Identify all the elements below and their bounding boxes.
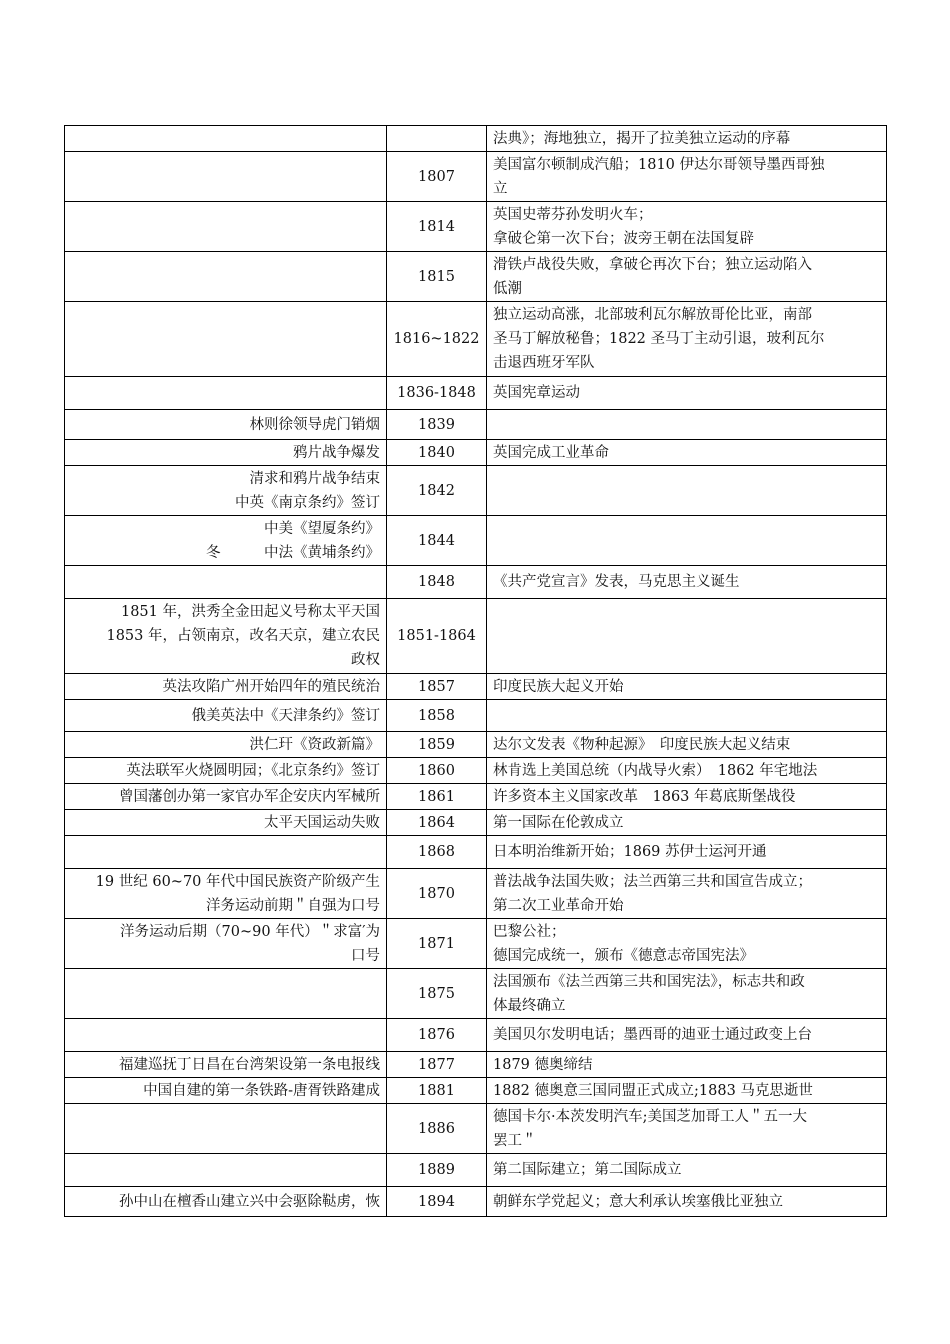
year-cell: 1816~1822 (387, 302, 487, 377)
table-row (65, 377, 887, 410)
world-event-cell-line: 独立运动高涨，北部玻利瓦尔解放哥伦比亚，南部 (493, 307, 812, 323)
year-cell: 1860 (387, 758, 487, 784)
china-event-cell (65, 674, 387, 700)
world-event-cell (487, 969, 887, 1019)
world-event-cell (487, 599, 887, 674)
world-event-cell (487, 869, 887, 919)
china-event-cell-line: 洪仁玕《资政新篇》 (249, 736, 380, 753)
china-event-cell (65, 410, 387, 440)
world-event-cell (487, 252, 887, 302)
china-event-cell (65, 202, 387, 252)
year-cell: 1807 (387, 152, 487, 202)
world-event-cell (487, 202, 887, 252)
table-row (65, 566, 887, 599)
world-event-cell (487, 919, 887, 969)
table-row (65, 252, 887, 302)
table-row (65, 599, 887, 674)
china-event-cell-line: 福建巡抚丁日昌在台湾架设第一条电报线 (119, 1056, 380, 1073)
world-event-cell (487, 732, 887, 758)
world-event-cell (487, 377, 887, 410)
world-event-cell (487, 810, 887, 836)
china-event-cell (65, 440, 387, 466)
table-row (65, 836, 887, 869)
china-event-cell (65, 1104, 387, 1154)
year-cell: 1848 (387, 566, 487, 599)
year-cell: 1881 (387, 1078, 487, 1104)
world-event-cell (487, 758, 887, 784)
china-event-cell-line: 1853 年，占领南京，改名天京，建立农民 (106, 628, 380, 644)
world-event-cell (487, 1187, 887, 1217)
year-cell: 1861 (387, 784, 487, 810)
table-row (65, 674, 887, 700)
world-event-cell-line: 朝鲜东学党起义；意大利承认埃塞俄比亚独立 (493, 1193, 783, 1210)
world-event-cell (487, 1078, 887, 1104)
world-event-cell-line: 罢工＂ (493, 1132, 537, 1149)
china-event-cell-line: 中国自建的第一条铁路-唐胥铁路建成 (143, 1082, 380, 1099)
china-event-cell (65, 599, 387, 674)
world-event-cell-line: 美国富尔顿制成汽船；1810 伊达尔哥领导墨西哥独 (493, 156, 825, 173)
table-row (65, 732, 887, 758)
table-row (65, 784, 887, 810)
world-event-cell (487, 302, 887, 377)
china-event-cell-line: 曾国藩创办第一家官办军企安庆内军械所 (119, 788, 380, 805)
china-event-cell-line: 口号 (351, 947, 380, 964)
year-cell: 1864 (387, 810, 487, 836)
world-event-cell (487, 466, 887, 516)
world-event-cell-line: 第一国际在伦敦成立 (493, 814, 624, 831)
world-event-cell-line: 英国史蒂芬孙发明火车； (493, 206, 653, 223)
year-cell: 1842 (387, 466, 487, 516)
world-event-cell-line: 达尔文发表《物种起源》 印度民族大起义结束 (493, 736, 791, 753)
table-row (65, 1104, 887, 1154)
china-event-cell (65, 1019, 387, 1052)
china-event-cell (65, 869, 387, 919)
table-row (65, 516, 887, 566)
world-event-cell-line: 立 (493, 180, 508, 197)
china-event-cell (65, 732, 387, 758)
year-cell: 1857 (387, 674, 487, 700)
china-event-cell-line: 政权 (351, 652, 380, 668)
year-cell: 1877 (387, 1052, 487, 1078)
china-event-cell-line: 中英《南京条约》签订 (235, 494, 380, 511)
world-event-cell (487, 1019, 887, 1052)
table-row (65, 1019, 887, 1052)
world-event-cell-line: 击退西班牙军队 (493, 355, 595, 371)
world-event-cell-line: 许多资本主义国家改革 1863 年葛底斯堡战役 (493, 788, 796, 805)
table-row (65, 969, 887, 1019)
world-event-cell-line: 英国宪章运动 (493, 385, 580, 401)
world-event-cell-line: 第二次工业革命开始 (493, 897, 624, 914)
world-event-cell-line: 林肯选上美国总统（内战导火索） 1862 年宅地法 (493, 762, 818, 779)
china-event-cell (65, 152, 387, 202)
china-event-cell (65, 1052, 387, 1078)
world-event-cell-line: 《共产党宣言》发表，马克思主义诞生 (493, 574, 740, 590)
world-event-cell (487, 674, 887, 700)
china-event-cell (65, 810, 387, 836)
china-event-cell-line: 洋务运动后期（70~90 年代）＂求富′为 (120, 923, 380, 940)
timeline-body (65, 126, 887, 1217)
world-event-cell-line: 日本明治维新开始；1869 苏伊士运河开通 (493, 844, 767, 860)
china-event-cell-line: 鸦片战争爆发 (293, 444, 380, 461)
world-event-cell-line: 巴黎公社； (493, 923, 566, 940)
world-event-cell (487, 700, 887, 732)
year-cell: 1894 (387, 1187, 487, 1217)
year-cell: 1815 (387, 252, 487, 302)
year-cell: 1814 (387, 202, 487, 252)
table-row (65, 126, 887, 152)
world-event-cell (487, 516, 887, 566)
table-row (65, 440, 887, 466)
china-event-cell (65, 836, 387, 869)
year-cell: 1871 (387, 919, 487, 969)
china-event-cell (65, 566, 387, 599)
china-event-cell (65, 377, 387, 410)
china-event-cell (65, 1078, 387, 1104)
world-event-cell-line: 普法战争法国失败；法兰西第三共和国宣告成立； (493, 873, 812, 890)
china-event-cell-line: 冬 中法《黄埔条约》 (206, 544, 380, 561)
table-row (65, 1052, 887, 1078)
world-event-cell (487, 1104, 887, 1154)
year-cell: 1839 (387, 410, 487, 440)
year-cell: 1844 (387, 516, 487, 566)
world-event-cell-line: 1882 德奥意三国同盟正式成立;1883 马克思逝世 (493, 1082, 813, 1099)
table-row (65, 919, 887, 969)
world-event-cell-line: 体最终确立 (493, 997, 566, 1014)
china-event-cell-line: 英法联军火烧圆明园；《北京条约》签订 (126, 762, 380, 779)
world-event-cell (487, 836, 887, 869)
table-row (65, 1078, 887, 1104)
table-row (65, 869, 887, 919)
world-event-cell-line: 低潮 (493, 280, 522, 297)
china-event-cell (65, 466, 387, 516)
china-event-cell (65, 302, 387, 377)
china-event-cell (65, 969, 387, 1019)
china-event-cell (65, 252, 387, 302)
world-event-cell (487, 152, 887, 202)
world-event-cell (487, 126, 887, 152)
world-event-cell-line: 法典》；海地独立，揭开了拉美独立运动的序幕 (493, 130, 791, 147)
table-row (65, 1154, 887, 1187)
china-event-cell-line: 19 世纪 60~70 年代中国民族资产阶级产生 (95, 873, 380, 890)
year-cell (387, 126, 487, 152)
year-cell: 1840 (387, 440, 487, 466)
year-cell: 1836-1848 (387, 377, 487, 410)
world-event-cell-line: 1879 德奥缔结 (493, 1056, 593, 1073)
world-event-cell (487, 440, 887, 466)
china-event-cell (65, 700, 387, 732)
table-row (65, 1187, 887, 1217)
world-event-cell-line: 滑铁卢战役失败，拿破仑再次下台；独立运动陷入 (493, 256, 812, 273)
year-cell: 1868 (387, 836, 487, 869)
history-timeline-table (64, 125, 887, 1217)
year-cell: 1859 (387, 732, 487, 758)
china-event-cell-line: 俄美英法中《天津条约》签订 (191, 707, 380, 724)
table-row (65, 410, 887, 440)
year-cell: 1889 (387, 1154, 487, 1187)
year-cell: 1870 (387, 869, 487, 919)
table-row (65, 758, 887, 784)
table-row (65, 466, 887, 516)
year-cell: 1875 (387, 969, 487, 1019)
china-event-cell-line: 清求和鸦片战争结束 (249, 470, 380, 487)
world-event-cell-line: 德国完成统一，颁布《德意志帝国宪法》 (493, 947, 754, 964)
table-row (65, 700, 887, 732)
year-cell: 1851-1864 (387, 599, 487, 674)
world-event-cell-line: 拿破仑第一次下台；波旁王朝在法国复辟 (493, 230, 754, 247)
year-cell: 1886 (387, 1104, 487, 1154)
table-row (65, 302, 887, 377)
china-event-cell (65, 1187, 387, 1217)
china-event-cell-line: 孙中山在檀香山建立兴中会驱除鞑虏，恢 (119, 1193, 380, 1210)
china-event-cell (65, 516, 387, 566)
year-cell: 1876 (387, 1019, 487, 1052)
table-row (65, 152, 887, 202)
year-cell: 1858 (387, 700, 487, 732)
world-event-cell (487, 410, 887, 440)
world-event-cell-line: 法国颁布《法兰西第三共和国宪法》，标志共和政 (493, 973, 805, 990)
china-event-cell (65, 1154, 387, 1187)
world-event-cell-line: 德国卡尔·本茨发明汽车;美国芝加哥工人＂五一大 (493, 1108, 807, 1125)
world-event-cell (487, 1052, 887, 1078)
world-event-cell (487, 784, 887, 810)
world-event-cell-line: 英国完成工业革命 (493, 444, 609, 461)
china-event-cell-line: 1851 年，洪秀全金田起义号称太平天国 (120, 604, 380, 620)
china-event-cell-line: 英法攻陷广州开始四年的殖民统治 (162, 678, 380, 695)
world-event-cell (487, 566, 887, 599)
world-event-cell (487, 1154, 887, 1187)
china-event-cell-line: 洋务运动前期＂自强为口号 (206, 897, 380, 914)
world-event-cell-line: 圣马丁解放秘鲁；1822 圣马丁主动引退，玻利瓦尔 (493, 331, 825, 347)
world-event-cell-line: 印度民族大起义开始 (493, 678, 624, 695)
china-event-cell (65, 919, 387, 969)
china-event-cell-line: 太平天国运动失败 (264, 814, 380, 831)
world-event-cell-line: 第二国际建立；第二国际成立 (493, 1162, 682, 1178)
china-event-cell (65, 758, 387, 784)
china-event-cell (65, 784, 387, 810)
table-row (65, 202, 887, 252)
table-row (65, 810, 887, 836)
china-event-cell (65, 126, 387, 152)
china-event-cell-line: 中美《望厦条约》 (264, 520, 380, 537)
world-event-cell-line: 美国贝尔发明电话；墨西哥的迪亚士通过政变上台 (493, 1027, 812, 1043)
china-event-cell-line: 林则徐领导虎门销烟 (249, 416, 380, 433)
